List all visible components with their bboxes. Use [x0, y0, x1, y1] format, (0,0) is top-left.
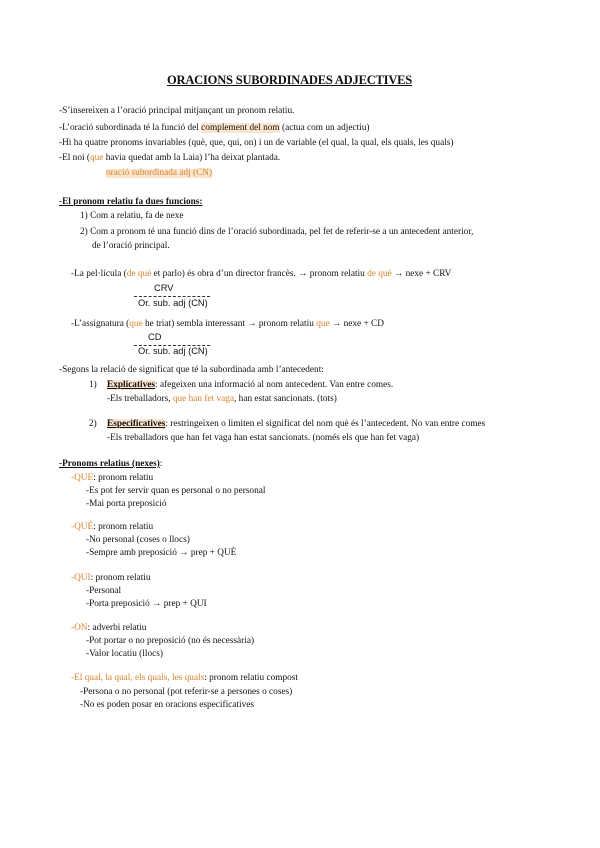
pronoms-heading-line: [59, 460, 162, 469]
example-1-annotation: Or. sub. adj (CN): [138, 298, 208, 308]
intro-line-2-post: (actua com un adjectiu): [279, 123, 370, 133]
que-tonica-label: -QUÈ: [71, 522, 94, 532]
especificatives-example: -Els treballadors que han fet vaga han estat sancionats. (només els que han fet vaga): [107, 433, 420, 443]
example-2: [71, 320, 384, 329]
relacio-intro: -Segons la relació de significat que té la subordinada amb l’antecedent:: [59, 365, 324, 375]
que-tonica-text: : pronom relatiu: [93, 522, 154, 532]
pronoms-heading-colon: :: [159, 459, 163, 469]
intro-example-annotation: oració subordinada adj (CN): [106, 168, 213, 178]
intro-line-2-pre: -L’oració subordinada té la funció del: [59, 123, 202, 133]
que-atona-line: [71, 474, 153, 483]
que-tonica-line: [71, 523, 153, 532]
explicatives-example: [107, 395, 337, 404]
example-1-relative: de què: [126, 269, 152, 279]
especificatives-label: Especificatives: [107, 419, 166, 429]
example-2-post: → nexe + CD: [329, 319, 384, 329]
example-1-pre: -La pel·lícula (: [71, 269, 127, 279]
funcio-2-line-2: de l’oració principal.: [92, 241, 170, 251]
qual-detail-2: -No es poden posar en oracions especificatives: [80, 700, 254, 710]
intro-example-post: havia quedat amb la Laia) l’ha deixat plantada.: [103, 153, 281, 163]
on-detail-1: -Pot portar o no preposició (no és necessària): [86, 636, 255, 646]
explicatives-number: 1): [89, 380, 97, 390]
especificatives-number: 2): [89, 419, 97, 429]
example-1: [71, 270, 451, 279]
explicatives-example-pre: -Els treballadors,: [107, 394, 173, 404]
intro-line-2: [59, 124, 370, 133]
qui-label: -QUI: [71, 573, 91, 583]
intro-example: [59, 154, 280, 163]
intro-example-pre: -El noi (: [59, 153, 90, 163]
explicatives-label: Explicatives: [107, 380, 156, 390]
que-atona-detail-2: -Mai porta preposició: [86, 499, 167, 509]
explicatives-example-post: , han estat sancionats. (tots): [234, 394, 337, 404]
qual-label: -El qual, la qual, els quals, les quals: [71, 673, 205, 683]
qui-line: [71, 574, 151, 583]
example-1-underline: [134, 296, 210, 297]
example-2-mid: he triat) sembla interessant → pronom relatiu: [142, 319, 317, 329]
especificatives-text: : restringeixen o limiten el significat del nom què és l’antecedent. No van entre comes: [165, 419, 486, 429]
que-tonica-detail-1: -No personal (coses o llocs): [86, 535, 190, 545]
example-2-annotation-top: CD: [148, 332, 162, 342]
pronoms-heading: -Pronoms relatius (nexes): [59, 459, 160, 469]
que-atona-detail-1: -Es pot fer servir quan es personal o no personal: [86, 486, 266, 496]
example-1-post: → nexe + CRV: [391, 269, 452, 279]
explicatives-example-relative: que han fet vaga: [172, 394, 235, 404]
example-2-relative-2: que: [316, 319, 330, 329]
funcio-1: 1) Com a relatiu, fa de nexe: [80, 211, 184, 221]
especificatives-line: [107, 420, 485, 429]
que-atona-text: : pronom relatiu: [93, 473, 154, 483]
example-2-relative: que: [129, 319, 143, 329]
on-label: -ON: [71, 623, 88, 633]
intro-line-1: -S’insereixen a l’oració principal mitjançant un pronom relatiu.: [59, 106, 295, 116]
qual-detail-1: -Persona o no personal (pot referir-se a persones o coses): [80, 687, 293, 697]
qui-detail-2: -Porta preposició → prep + QUI: [86, 599, 207, 609]
qual-line: [71, 674, 298, 683]
que-tonica-detail-2: -Sempre amb preposició → prep + QUÈ: [86, 548, 237, 558]
qual-text: : pronom relatiu compost: [204, 673, 298, 683]
funcio-2-line-1: 2) Com a pronom té una funció dins de l’oració subordinada, pel fet de referir-se a un antecedent anterior,: [80, 227, 474, 237]
on-text: : adverbi relatiu: [87, 623, 147, 633]
on-detail-2: -Valor locatiu (llocs): [86, 649, 163, 659]
funcions-heading: -El pronom relatiu fa dues funcions:: [59, 197, 203, 207]
intro-example-relative: que: [89, 153, 104, 163]
example-1-mid: et parlo) és obra d’un director francès. → pronom relatiu: [151, 269, 368, 279]
explicatives-text: : afegeixen una informació al nom antecedent. Van entre comes.: [155, 380, 394, 390]
example-1-relative-2: de què: [367, 269, 392, 279]
intro-line-3: -Hi ha quatre pronoms invariables (què, que, qui, on) i un de variable (el qual, la qual, els quals, les quals): [59, 138, 454, 148]
example-2-pre: -L’assignatura (: [71, 319, 130, 329]
example-1-annotation-top: CRV: [154, 283, 174, 293]
example-2-annotation: Or. sub. adj (CN): [138, 346, 208, 356]
on-line: [71, 624, 146, 633]
que-atona-label: -QUE: [71, 473, 94, 483]
explicatives-line: [107, 381, 393, 390]
qui-detail-1: -Personal: [86, 586, 122, 596]
page-title: ORACIONS SUBORDINADES ADJECTIVES: [167, 73, 413, 87]
complement-del-nom-highlight: complement del nom: [201, 123, 280, 133]
qui-text: : pronom relatiu: [90, 573, 151, 583]
